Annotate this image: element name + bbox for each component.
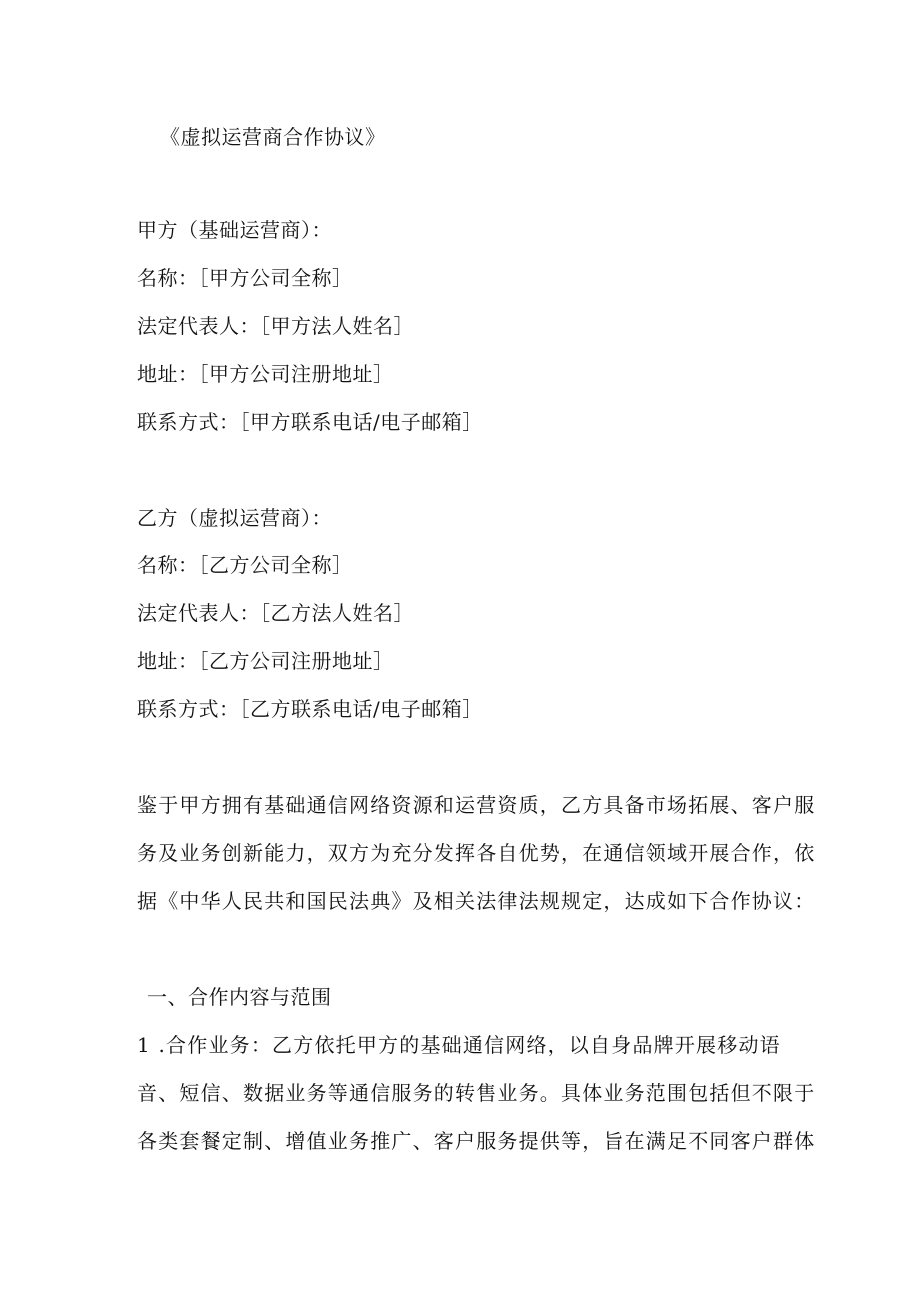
party-b-name: 名称：［乙方公司全称］ [137, 553, 353, 577]
party-b-contact: 联系方式：［乙方联系电话/电子邮箱］ [137, 697, 483, 721]
section-1-heading: 一、合作内容与范围 [147, 985, 332, 1009]
party-b-legal-rep: 法定代表人：［乙方法人姓名］ [137, 601, 414, 625]
party-a-legal-rep: 法定代表人：［甲方法人姓名］ [137, 314, 414, 338]
preamble-line: 据《中华人民共和国民法典》及相关法律法规规定，达成如下合作协议： [137, 889, 816, 913]
preamble-line: 务及业务创新能力，双方为充分发挥各自优势，在通信领域开展合作，依 [137, 841, 816, 865]
preamble-line: 鉴于甲方拥有基础通信网络资源和运营资质，乙方具备市场拓展、客户服 [137, 793, 816, 817]
party-a-name: 名称：［甲方公司全称］ [137, 266, 353, 290]
party-b-address: 地址：［乙方公司注册地址］ [137, 649, 394, 673]
clause-line: 1 .合作业务：乙方依托甲方的基础通信网络，以自身品牌开展移动语 [137, 1033, 781, 1057]
party-a-contact: 联系方式：［甲方联系电话/电子邮箱］ [137, 410, 483, 434]
document-title: 《虚拟运营商合作协议》 [160, 125, 386, 149]
clause-line: 各类套餐定制、增值业务推广、客户服务提供等，旨在满足不同客户群体 [137, 1129, 816, 1153]
party-b-heading: 乙方（虚拟运营商）： [137, 506, 332, 530]
party-a-address: 地址：［甲方公司注册地址］ [137, 362, 394, 386]
party-a-heading: 甲方（基础运营商）： [137, 218, 332, 242]
clause-line: 音、短信、数据业务等通信服务的转售业务。具体业务范围包括但不限于 [137, 1081, 816, 1105]
